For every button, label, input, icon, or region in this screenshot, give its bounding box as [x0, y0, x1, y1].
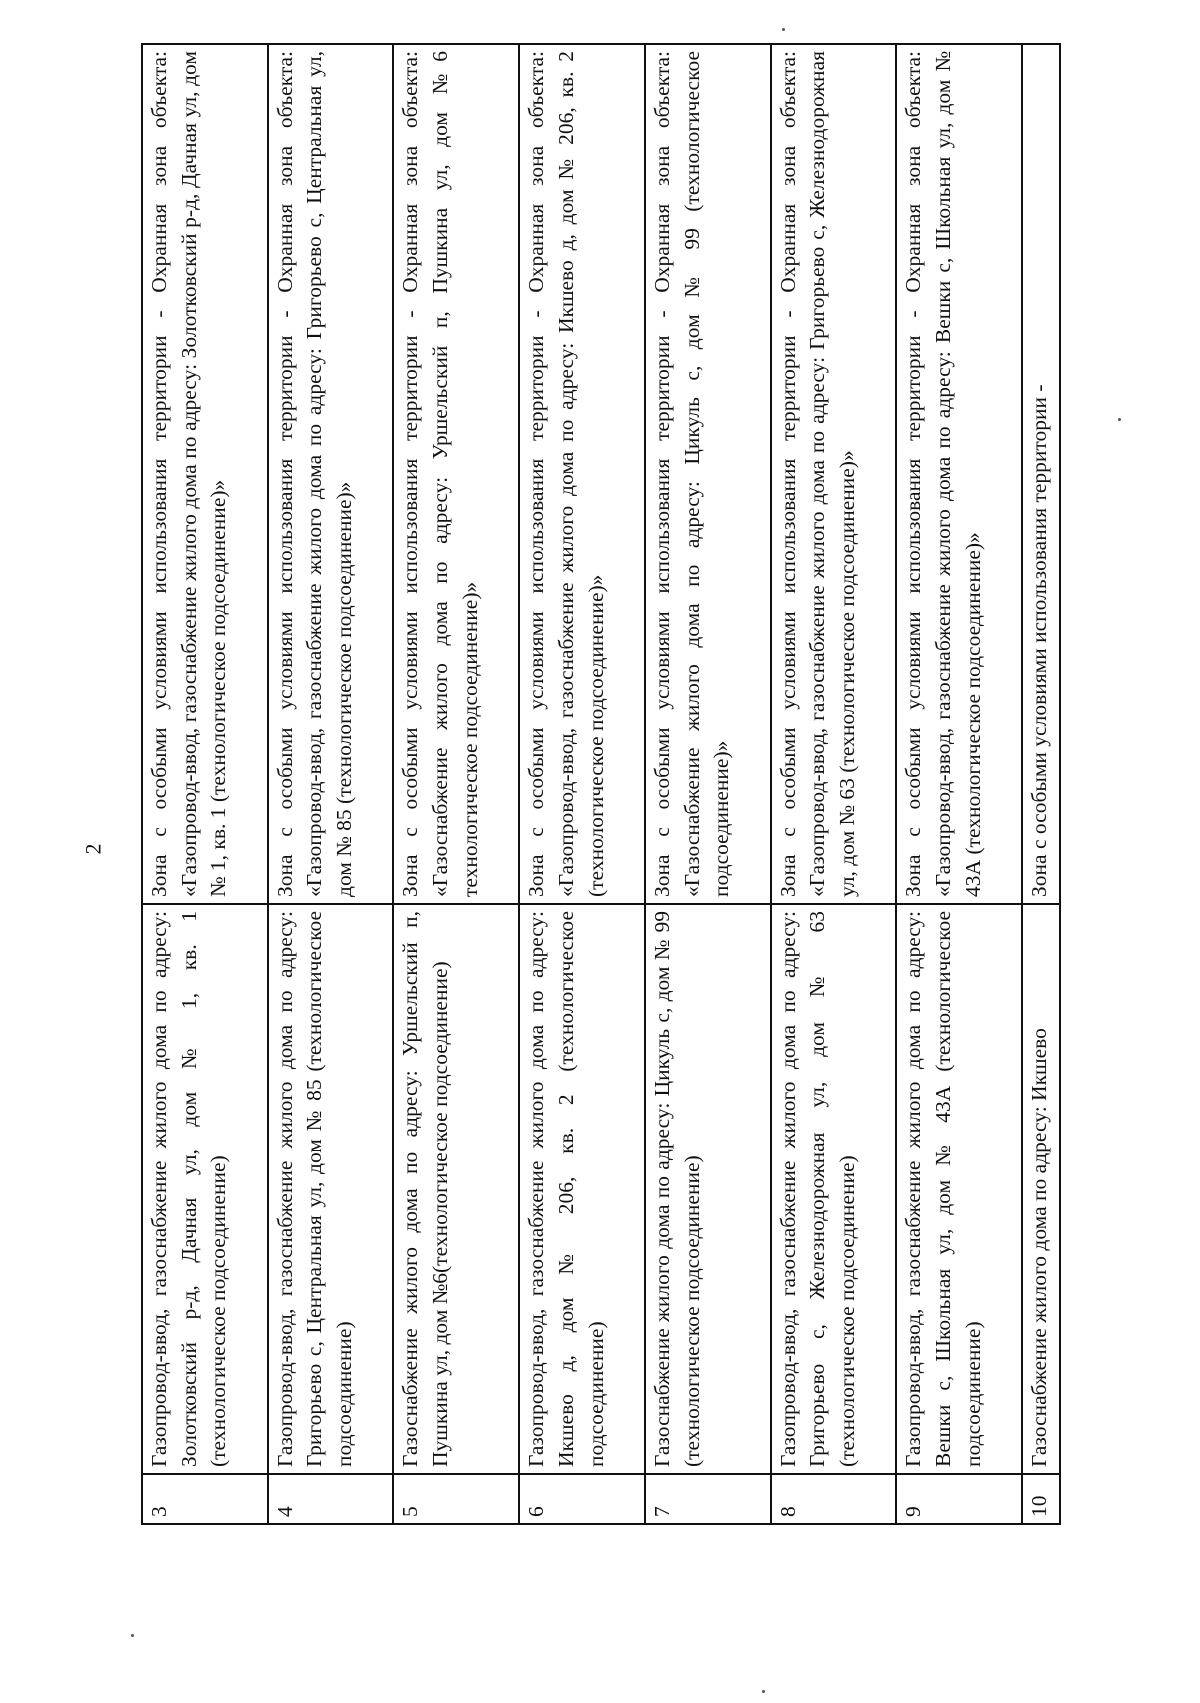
- table-row: [142, 44, 268, 1524]
- object-description: Газопровод-ввод, газоснабжение жилого дома по адресу: Золотковский р-д, Дачная ул, дом № 1, кв. 1 (технологическое подсоединение): [142, 904, 268, 1474]
- zone-description: Зона с особыми условиями использования территории - Охранная зона объекта: «Газопровод-ввод, газоснабжение жилого дома по адресу: Золотковский р-д, Дачная ул, дом № 1, кв. 1 (технологическое подсоединение)»: [142, 44, 268, 904]
- row-number: 8: [771, 1474, 897, 1524]
- zones-table: [141, 43, 1061, 1525]
- page-number: 2: [80, 843, 106, 855]
- table-row: [645, 44, 771, 1524]
- table-row: [519, 44, 645, 1524]
- object-description: Газопровод-ввод, газоснабжение жилого дома по адресу: Григорьево с, Центральная ул, дом № 85 (технологическое подсоединение): [268, 904, 394, 1474]
- object-description: Газоснабжение жилого дома по адресу: Уршельский п, Пушкина ул, дом №6(технологическое подсоединение): [393, 904, 519, 1474]
- row-number: 6: [519, 1474, 645, 1524]
- table-row: [268, 44, 394, 1524]
- zone-description: Зона с особыми условиями использования территории - Охранная зона объекта: «Газопровод-ввод, газоснабжение жилого дома по адресу: Григорьево с, Железнодорожная ул, дом № 63 (технологическое подсоединение)»: [771, 44, 897, 904]
- row-number: 9: [896, 1474, 1022, 1524]
- object-description: Газоснабжение жилого дома по адресу: Икшево: [1022, 904, 1060, 1474]
- zone-description: Зона с особыми условиями использования территории - Охранная зона объекта: «Газопровод-ввод, газоснабжение жилого дома по адресу: Вешки с, Школьная ул, дом № 43А (технологическое подсоединение)»: [896, 44, 1022, 904]
- table-row: [1022, 44, 1060, 1524]
- table-row: [771, 44, 897, 1524]
- object-description: Газопровод-ввод, газоснабжение жилого дома по адресу: Вешки с, Школьная ул, дом № 43А (технологическое подсоединение): [896, 904, 1022, 1474]
- row-number: 5: [393, 1474, 519, 1524]
- row-number: 3: [142, 1474, 268, 1524]
- zone-description: Зона с особыми условиями использования территории - Охранная зона объекта: «Газоснабжение жилого дома по адресу: Уршельский п, Пушкина ул, дом №6 технологическое подсоединение)»: [393, 44, 519, 904]
- scan-speck: [782, 28, 785, 31]
- zone-description: Зона с особыми условиями использования территории - Охранная зона объекта: «Газопровод-ввод, газоснабжение жилого дома по адресу: Икшево д, дом № 206, кв. 2 (технологическое подсоединение)»: [519, 44, 645, 904]
- scan-speck: [762, 1690, 765, 1693]
- object-description: Газопровод-ввод, газоснабжение жилого дома по адресу: Григорьево с, Железнодорожная ул, дом № 63 (технологическое подсоединение): [771, 904, 897, 1474]
- rotated-page-content: [141, 45, 1061, 1525]
- zone-description: Зона с особыми условиями использования территории - Охранная зона объекта: «Газоснабжение жилого дома по адресу: Цикуль с, дом № 99 (технологическое подсоединение)»: [645, 44, 771, 904]
- object-description: Газопровод-ввод, газоснабжение жилого дома по адресу: Икшево д, дом № 206, кв. 2 (технологическое подсоединение): [519, 904, 645, 1474]
- table-row: [393, 44, 519, 1524]
- scan-speck: [1118, 418, 1121, 421]
- row-number: 10: [1022, 1474, 1060, 1524]
- object-description: Газоснабжение жилого дома по адресу: Цикуль с, дом № 99 (технологическое подсоединение): [645, 904, 771, 1474]
- row-number: 4: [268, 1474, 394, 1524]
- zone-description: Зона с особыми условиями использования территории -: [1022, 44, 1060, 904]
- table-row: [896, 44, 1022, 1524]
- row-number: 7: [645, 1474, 771, 1524]
- zone-description: Зона с особыми условиями использования территории - Охранная зона объекта: «Газопровод-ввод, газоснабжение жилого дома по адресу: Григорьево с, Центральная ул, дом № 85 (технологическое подсоединение)»: [268, 44, 394, 904]
- scan-speck: [131, 1634, 134, 1637]
